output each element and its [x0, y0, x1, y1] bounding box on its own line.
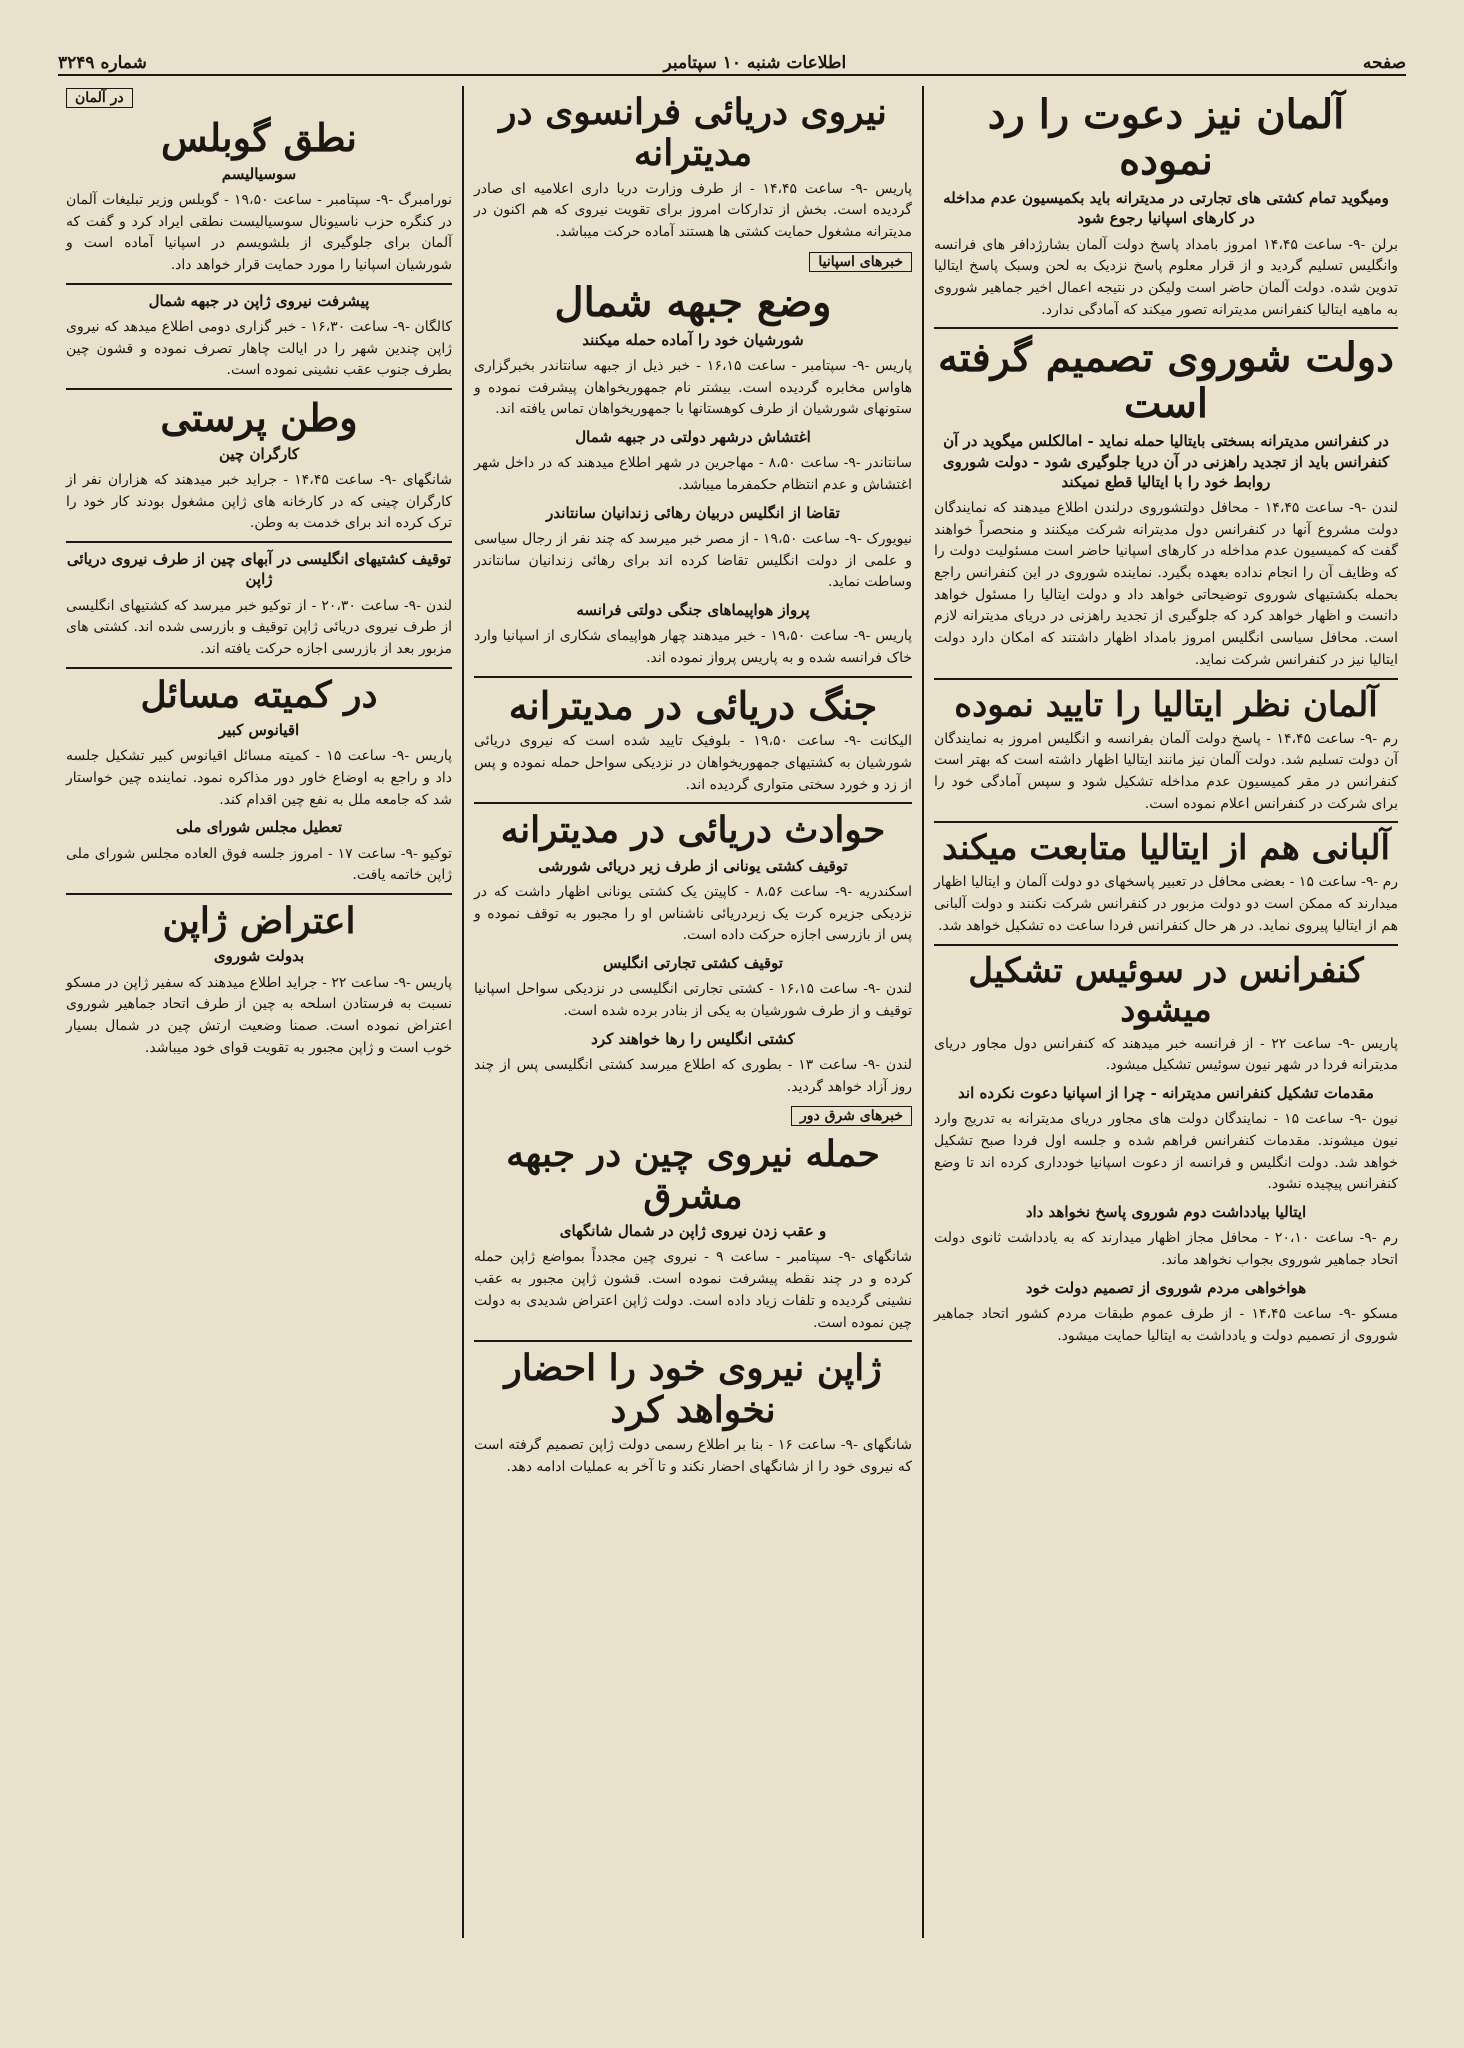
headline: جنگ دریائی در مدیترانه [508, 682, 878, 728]
subheadline: کارگران چین [219, 444, 299, 463]
subheadline: توقیف کشتی تجارتی انگلیس [603, 954, 783, 973]
article-body: پاریس -۹- ساعت ۱۹،۵۰ - خبر میدهند چهار هواپیمای شکاری از اسپانیا وارد خاک فرانسه شده و به پاریس پرواز نموده اند. [474, 628, 913, 667]
headline: کنفرانس در سوئیس تشکیل میشود [968, 950, 1364, 1030]
article-body: نیون -۹- ساعت ۱۵ - نمایندگان دولت های مجاور دریای مدیترانه به تدریج وارد نیون میشوند. مقدمات کنفرانس فراهم شده و جلسه اول فردا صبح تشکیل خواهد شد. دولت انگلیس و فرانسه از دعوت اسپانیا خودداری کرده اند تا وضع کنفرانس پیچیده نشود. [934, 1111, 1398, 1193]
divider [66, 893, 452, 895]
article-body: پاریس -۹- ساعت ۱۵ - کمیته مسائل اقیانوس کبیر تشکیل جلسه داد و راجع به اوضاع خاور دور مذاکره نمود. نماینده چین خواستار شد که جامعه ملل به نفع چین اقدام کند. [66, 748, 452, 808]
article-body: رم -۹- ساعت ۱۵ - بعضی محافل در تعبیر پاسخهای دو دولت آلمان و ایتالیا اظهار میدارند که ممکن است دو دولت مزبور در کنفرانس شرکت نکنند و دولت آلبانی هم از ایتالیا پیروی نماید. در هر حال کنفرانس فردا ساعت ده تشکیل خواهد شد. [934, 874, 1399, 934]
subheadline: اغتشاش درشهر دولتی در جبهه شمال [575, 428, 811, 447]
divider [474, 1340, 912, 1342]
column-rule [922, 86, 924, 1938]
article-body: توکیو -۹- ساعت ۱۷ - امروز جلسه فوق العاده مجلس شورای ملی ژاپن خاتمه یافت. [66, 845, 452, 884]
headline: اعتراض ژاپن [162, 899, 356, 942]
subheadline: هواخواهی مردم شوروی از تصمیم دولت خود [1025, 1278, 1307, 1297]
divider [66, 283, 452, 285]
article-body: اسکندریه -۹- ساعت ۸،۵۶ - کاپیتن یک کشتی یونانی اظهار داشت که در نزدیکی جزیره کرت یک زیردریائی ناشناس او را مجبور به توقف نموده و پس از بازرسی اجازه حرکت داده است. [474, 884, 913, 944]
headline: آلمان نظر ایتالیا را تایید نموده [954, 684, 1378, 725]
subheadline: تعطیل مجلس شورای ملی [175, 818, 343, 837]
subheadline: اقیانوس کبیر [218, 720, 300, 739]
article-body: پاریس -۹- سپتامبر - ساعت ۱۶،۱۵ - خبر ذیل از جبهه سانتاندر بخبرگزاری هاواس مخابره گردیده است. بیشتر نام جمهوریخواهان پیشرفت نموده و ستونهای شورشیان از طرف کوهستانها با جمهوریخواهان تماس یافته اند. [474, 358, 912, 418]
article-body: پاریس -۹- ساعت ۱۴،۴۵ - از طرف وزارت دریا داری اعلامیه ای صادر گردیده است. بخش از تدارکات امروز برای تقویت نیروی که هم اکنون در مدیترانه مشغول حمایت کشتی ها هستند آماده حرکت میباشد. [474, 180, 912, 241]
subheadline: بدولت شوروی [213, 947, 305, 966]
subheadline: در کنفرانس مدیترانه بسختی بایتالیا حمله نماید - امالکلس میگوید در آن کنفرانس باید از تجدید راهزنی در آن دریا جلوگیری شود - دولت شوروی روابط خود را با ایتالیا قطع نمیکند [942, 432, 1390, 491]
divider [66, 388, 452, 390]
column-middle [466, 86, 920, 1938]
headline: دولت شوروی تصمیم گرفته است [938, 334, 1394, 428]
article-body: لندن -۹- ساعت ۱۴،۴۵ - محافل دولتشوروی درلندن اطلاع میدهند که نمایندگان دولت مشروع آنها در کنفرانس دول مدیترانه شرکت میکنند و منحصراً خواهند گفت که کمیسیون عدم مداخله در کارهای اسپانیا حاضر است مسئولیت دولت را که وظایف آن را انجام نداده بعهده بگیرد. نماینده شوروی در این کنفرانس راجع بحمله بکشتیهای شوروی توضیحاتی خواهد داد و دولت ایتالیا را مسئول خواهد دانست و اظهار خواهد کرد که جلوگیری از تجدید راهزنی در دریای مدیترانه لازم است. محافل سیاسی انگلیس امروز بامداد اظهار داشتند که امکان دارد دولت ایتالیا نیز در کنفرانس شرکت نماید. [934, 500, 1398, 668]
masthead [58, 52, 1406, 76]
subheadline: و عقب زدن نیروی ژاپن در شمال شانگهای [559, 1222, 827, 1241]
column-left [58, 86, 460, 1938]
subheadline: شورشیان خود را آماده حمله میکنند [582, 330, 804, 349]
article-body: شانگهای -۹- ساعت ۱۴،۴۵ - جراید خبر میدهند که هزاران نفر از کارگران چینی که در کارخانه های ژاپن مشغول بودند کار خود را ترک کرده اند برای خدمت به وطن. [66, 471, 452, 532]
section-tag: در آلمان [66, 88, 133, 108]
divider [934, 821, 1398, 823]
headline: ژاپن نیروی خود را احضار نخواهد کرد [504, 1347, 882, 1431]
article-body: لندن -۹- ساعت ۲۰،۳۰ - از توکیو خبر میرسد که کشتیهای انگلیسی از طرف نیروی دریائی ژاپن توقیف و بازرسی شده اند. کشتی های مزبور بعد از بازرسی اجازه حرکت یافته اند. [66, 597, 452, 657]
article-body: لندن -۹- ساعت ۱۶،۱۵ - کشتی تجارتی انگلیسی در نزدیکی سواحل اسپانیا توقیف و از طرف شورشیان به یکی از بنادر برده شده است. [474, 981, 912, 1020]
divider [934, 944, 1398, 946]
article-body: الیکانت -۹- ساعت ۱۹،۵۰ - بلوفیک تایید شده است که نیروی دریائی شورشیان به کشتیهای جمهوریخواهان در نزدیکی سواحل حمله نموده و پس از زد و خورد سختی متواری گردیده اند. [474, 733, 912, 793]
article-body: مسکو -۹- ساعت ۱۴،۴۵ - از طرف عموم طبقات مردم کشور اتحاد جماهیر شوروی از تصمیم دولت و یادداشت به ایتالیا حمایت میشود. [934, 1305, 1399, 1344]
page-label: صفحه [1362, 53, 1406, 73]
article-body: شانگهای -۹- ساعت ۱۶ - بنا بر اطلاع رسمی دولت ژاپن تصمیم گرفته است که نیروی خود را از شانگهای احضار نکند و تا آخر به عملیات ادامه دهد. [474, 1436, 912, 1475]
paper-date: اطلاعات شنبه ۱۰ سپتامبر [663, 53, 847, 73]
headline: حوادث دریائی در مدیترانه [500, 809, 886, 852]
headline: آلبانی هم از ایتالیا متابعت میکند [942, 828, 1390, 869]
headline: نطق گوبلس [161, 115, 357, 160]
headline: وضع جبهه شمال [554, 278, 832, 326]
headline: در کمیته مسائل [140, 673, 378, 716]
issue-number: شماره ۳۲۴۹ [58, 53, 147, 73]
section-tag: خبرهای اسپانیا [809, 252, 912, 272]
subheadline: مقدمات تشکیل کنفرانس مدیترانه - چرا از اسپانیا دعوت نکرده اند [958, 1084, 1374, 1103]
headline: وطن پرستی [160, 395, 358, 440]
divider [66, 667, 452, 669]
article-body: پاریس -۹- ساعت ۲۲ - از فرانسه خبر میدهند که کنفرانس دول مجاور دریای مدیترانه فردا در شهر نیون سوئیس تشکیل میشود. [934, 1035, 1398, 1074]
column-right [926, 86, 1406, 1938]
divider [934, 327, 1398, 329]
headline: آلمان نیز دعوت را رد نموده [987, 91, 1345, 184]
subheadline: توقیف کشتیهای انگلیسی در آبهای چین از طرف نیروی دریائی ژاپن [66, 550, 452, 589]
article-body: شانگهای -۹- سپتامبر - ساعت ۹ - نیروی چین مجدداً بمواضع ژاپن حمله کرده و در چند نقطه پیشرفت نموده است. قشون ژاپن مجبور به عقب نشینی گردیده و تلفات زیاد داده است. دولت ژاپن اعتراض شدیدی به دولت چین نموده است. [474, 1249, 912, 1331]
article-body: پاریس -۹- ساعت ۲۲ - جراید اطلاع میدهند که سفیر ژاپن در مسکو نسبت به فرستادن اسلحه به چین از طرف اتحاد جماهیر شوروی اعتراض نموده است. صمنا وضعیت ارتش چین در شمال بسیار خوب است و ژاپن مجبور به تقویت قوای خود میباشد. [66, 974, 452, 1056]
subheadline: پیشرفت نیروی ژاپن در جبهه شمال [148, 291, 370, 310]
headline: حمله نیروی چین در جبهه مشرق [506, 1133, 880, 1217]
article-body: نورامبرگ -۹- سپتامبر - ساعت ۱۹،۵۰ - گوبلس وزیر تبلیغات آلمان در کنگره حزب ناسیونال سوسیالیست نطقی ایراد کرد و گفت که آلمان برای جلوگیری از بلشویسم در اسپانیا آماده است و شورشیان اسپانیا را مورد حمایت قرار خواهد داد. [66, 191, 452, 273]
subheadline: ومیگوید تمام کشتی های تجارتی در مدیترانه باید بکمیسیون عدم مداخله در کارهای اسپانیا رجوع شود [943, 189, 1389, 228]
article-body: سانتاندر -۹- ساعت ۸،۵۰ - مهاجرین در شهر اطلاع میدهند که در داخل شهر اغتشاش و عدم انتظام حکمفرما میباشد. [474, 455, 912, 494]
article-body: کالگان -۹- ساعت ۱۶،۳۰ - خبر گزاری دومی اطلاع میدهد که نیروی ژاپن چندین شهر را در ایالت چاهار تصرف نموده و قشون چین بطرف جنوب عقب نشینی نموده است. [66, 318, 452, 379]
article-body: نیویورک -۹- ساعت ۱۹،۵۰ - از مصر خبر میرسد که چند نفر از رجال سیاسی و علمی از دولت انگلیس تقاضا کرده اند برای رهائی زندانیان سانتاندر وساطت نماید. [474, 531, 912, 591]
article-body: رم -۹- ساعت ۲۰،۱۰ - محافل مجاز اظهار میدارند که به یادداشت ثانوی دولت اتحاد جماهیر شوروی بجواب نخواهد ماند. [934, 1230, 1398, 1268]
divider [474, 802, 912, 804]
subheadline: کشتی انگلیس را رها خواهند کرد [591, 1029, 795, 1048]
divider [934, 678, 1398, 680]
subheadline: پرواز هواپیماهای جنگی دولتی فرانسه [576, 601, 810, 620]
section-tag: خبرهای شرق دور [791, 1106, 912, 1126]
subheadline: ایتالیا بیادداشت دوم شوروی پاسخ نخواهد داد [1025, 1203, 1307, 1222]
article-body: لندن -۹- ساعت ۱۳ - بطوری که اطلاع میرسد کشتی انگلیسی پس از چند روز آزاد خواهد گردید. [474, 1057, 912, 1095]
article-body: رم -۹- ساعت ۱۴،۴۵ - پاسخ دولت آلمان بفرانسه و انگلیس امروز به نمایندگان آن دولت تسلیم شد. دولت آلمان نیز مانند ایتالیا اظهار داشته است که بهتر است کنفرانس در مقر کمیسیون عدم مداخله تشکیل شود و سپس آمادگی خود را برای شرکت در کنفرانس اعلام نموده است. [934, 730, 1398, 812]
headline: نیروی دریائی فرانسوی در مدیترانه [499, 91, 887, 175]
subheadline: تقاضا از انگلیس دربیان رهائی زندانیان سانتاندر [546, 503, 840, 522]
subheadline: سوسیالیسم [221, 164, 297, 183]
subheadline: توقیف کشتی یونانی از طرف زیر دریائی شورشی [538, 856, 848, 875]
divider [474, 676, 912, 678]
divider [66, 541, 452, 543]
article-body: برلن -۹- ساعت ۱۴،۴۵ امروز بامداد پاسخ دولت آلمان بشارژدافر های فرانسه وانگلیس تسلیم گردید و از قرار معلوم پاسخ نزدیک به لحن وسبک پاسخ ایتالیا تدوین شده. دولت آلمان حاضر است ولیکن در نتیجه اعمال اخیر جماهیر شوروی به ماهیه ایتالیا کنفرانس مدیترانه تصور میکند که آمادگی ندارد. [934, 236, 1398, 318]
column-rule [462, 86, 464, 1938]
